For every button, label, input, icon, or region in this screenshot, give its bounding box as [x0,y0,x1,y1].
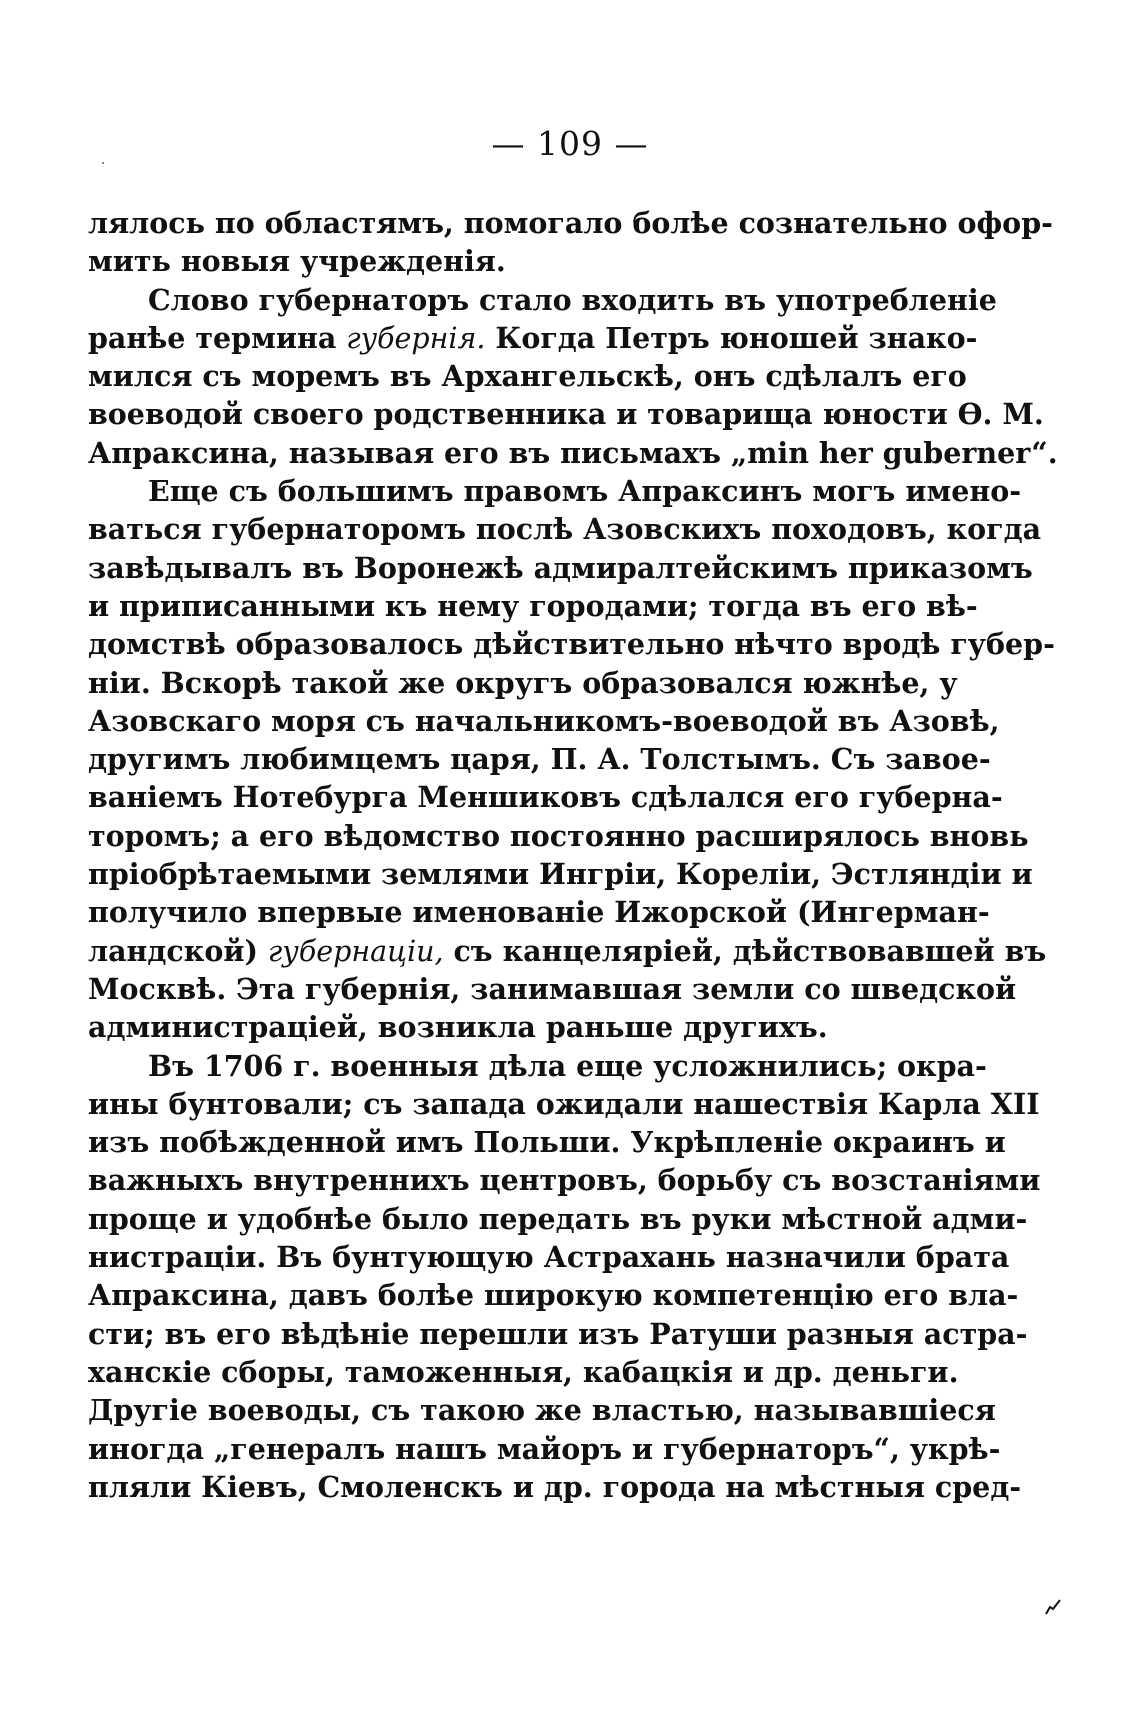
text-segment: съ канцеляріей, дѣйствовавшей въ [443,933,1047,968]
text-line: Еще съ большимъ правомъ Апраксинъ могъ имено- [148,474,1022,509]
text-line: мился съ моремъ въ Архангельскѣ, онъ сдѣлалъ его [88,359,967,394]
body-text [88,204,1058,1506]
text-line: другимъ любимцемъ царя, П. А. Толстымъ. Съ завое- [88,742,991,777]
text-line: Апраксина, давъ болѣе широкую компетенцію его вла- [88,1278,1019,1313]
text-segment: ландской) [88,933,268,968]
text-line: мить новыя учрежденія. [88,244,506,279]
text-line: ины бунтовали; съ запада ожидали нашествія Карла XII [88,1086,1040,1121]
text-line: Слово губернаторъ стало входить въ употребленіе [148,282,997,317]
text-segment: Когда Петръ юношей знако- [485,320,978,355]
text-line: ханскіе сборы, таможенныя, кабацкія и др. деньги. [88,1354,959,1389]
page-number: — 109 — [491,124,649,163]
text-line: ваніемъ Нотебурга Меншиковъ сдѣлался его губерна- [88,780,1003,815]
text-line: пріобрѣтаемыми землями Ингріи, Кореліи, Эстляндіи и [88,857,1033,892]
text-line: торомъ; а его вѣдомство постоянно расширялось вновь [88,818,1029,853]
text-line [88,319,978,357]
text-segment: ранѣе термина [88,320,347,355]
text-line: важныхъ внутреннихъ центровъ, борьбу съ возстаніями [88,1163,1041,1198]
text-line: сти; въ его вѣдѣніе перешли изъ Ратуши разныя астра- [88,1316,1028,1351]
italic-term: губернаціи, [267,934,444,968]
text-line: ніи. Вскорѣ такой же округъ образовался южнѣе, у [88,665,958,700]
ink-mark-icon [1044,1598,1062,1616]
text-line: администраціей, возникла раньше другихъ. [88,1010,828,1045]
text-line: домствѣ образовалось дѣйствительно нѣчто вродѣ губер- [88,627,1055,662]
text-line: Другіе воеводы, съ такою же властью, называвшіеся [88,1393,996,1428]
text-line: Апраксина, называя его въ письмахъ „min her guberner“. [88,435,1058,470]
text-line: завѣдывалъ въ Воронежѣ адмиралтейскимъ приказомъ [88,550,1033,585]
text-line: нистраціи. Въ бунтующую Астрахань назначили брата [88,1240,1010,1275]
text-line: воеводой своего родственника и товарища юности Ѳ. М. [88,397,1044,432]
italic-term: губернія. [346,321,486,355]
text-line: Азовскаго моря съ начальникомъ-воеводой въ Азовѣ, [88,703,1000,738]
text-line: проще и удобнѣе было передать въ руки мѣстной адми- [88,1201,1028,1236]
text-line: и приписанными къ нему городами; тогда въ его вѣ- [88,588,978,623]
text-line: изъ побѣжденной имъ Польши. Укрѣпленіе окраинъ и [88,1125,1006,1160]
text-line: иногда „генералъ нашъ майоръ и губернаторъ“, укрѣ- [88,1431,1001,1466]
text-line: получило впервые именованіе Ижорской (Ингерман- [88,895,990,930]
text-line: Москвѣ. Эта губернія, занимавшая земли со шведской [88,971,1017,1006]
text-line: Въ 1706 г. военныя дѣла еще усложнились; окра- [148,1048,987,1083]
text-line: ваться губернаторомъ послѣ Азовскихъ походовъ, когда [88,512,1042,547]
text-line: пляли Кіевъ, Смоленскъ и др. города на мѣстныя сред- [88,1469,1022,1504]
text-line: лялось по областямъ, помогало болѣе сознательно офор- [88,206,1053,240]
text-line [88,932,1047,970]
